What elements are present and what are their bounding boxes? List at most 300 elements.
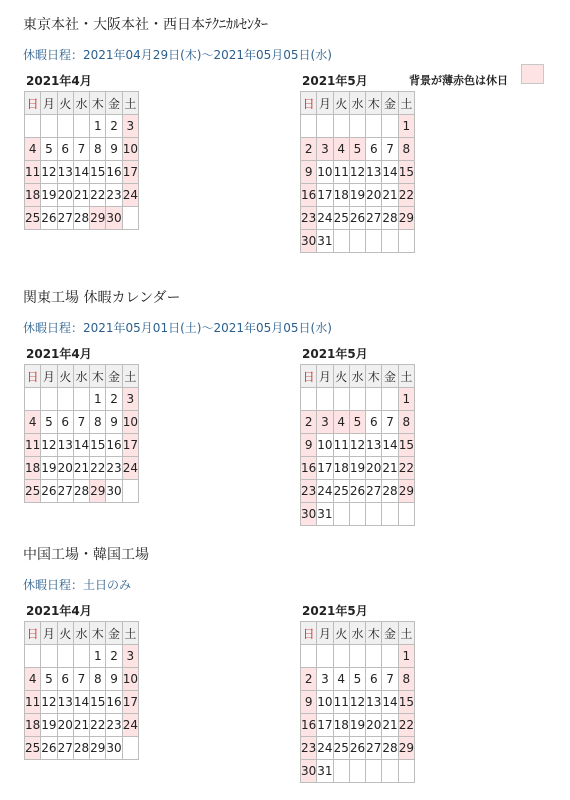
day-cell: 20 xyxy=(57,457,73,480)
empty-day-cell xyxy=(349,388,365,411)
day-cell: 2 xyxy=(106,115,122,138)
day-cell: 2 xyxy=(301,668,317,691)
day-cell: 8 xyxy=(90,138,106,161)
weekday-header: 火 xyxy=(57,92,73,115)
day-cell: 20 xyxy=(366,184,382,207)
week-row xyxy=(301,230,415,253)
calendar-grid xyxy=(24,364,139,503)
day-cell: 12 xyxy=(41,691,57,714)
day-cell: 10 xyxy=(317,161,333,184)
week-row xyxy=(301,760,415,783)
day-cell: 3 xyxy=(317,411,333,434)
day-cell: 22 xyxy=(398,184,414,207)
day-cell: 19 xyxy=(349,184,365,207)
day-cell: 16 xyxy=(106,434,122,457)
day-cell: 11 xyxy=(333,434,349,457)
week-row xyxy=(25,434,139,457)
empty-day-cell xyxy=(25,645,41,668)
day-cell: 17 xyxy=(122,691,138,714)
day-cell: 28 xyxy=(73,207,89,230)
week-row xyxy=(25,457,139,480)
weekday-header: 土 xyxy=(398,365,414,388)
day-cell: 14 xyxy=(73,434,89,457)
day-cell: 10 xyxy=(122,138,138,161)
week-row xyxy=(301,668,415,691)
day-cell: 9 xyxy=(106,668,122,691)
weekday-header: 水 xyxy=(349,92,365,115)
day-cell: 18 xyxy=(25,714,41,737)
day-cell: 12 xyxy=(349,691,365,714)
day-cell: 30 xyxy=(301,503,317,526)
empty-day-cell xyxy=(333,645,349,668)
day-cell: 13 xyxy=(57,691,73,714)
day-cell: 5 xyxy=(41,138,57,161)
day-cell: 1 xyxy=(398,645,414,668)
weekday-header: 土 xyxy=(122,622,138,645)
day-cell: 26 xyxy=(349,207,365,230)
day-cell: 14 xyxy=(382,691,398,714)
weekday-header-row xyxy=(301,365,415,388)
weekday-header: 木 xyxy=(90,622,106,645)
calendar-grid xyxy=(24,91,139,230)
empty-day-cell xyxy=(382,115,398,138)
day-cell: 11 xyxy=(333,691,349,714)
day-cell: 8 xyxy=(398,668,414,691)
day-cell: 2 xyxy=(301,138,317,161)
day-cell: 28 xyxy=(73,480,89,503)
day-cell: 24 xyxy=(122,457,138,480)
day-cell: 22 xyxy=(398,457,414,480)
day-cell: 13 xyxy=(366,161,382,184)
day-cell: 23 xyxy=(301,480,317,503)
empty-day-cell xyxy=(366,388,382,411)
day-cell: 20 xyxy=(57,714,73,737)
day-cell: 24 xyxy=(122,184,138,207)
weekday-header: 月 xyxy=(317,92,333,115)
section-subtitle: 休暇日程：土日のみ xyxy=(23,578,132,592)
empty-day-cell xyxy=(382,760,398,783)
day-cell: 2 xyxy=(106,645,122,668)
day-cell: 19 xyxy=(41,714,57,737)
empty-day-cell xyxy=(301,115,317,138)
section-subtitle: 休暇日程：2021年05月01日(土)～2021年05月05日(水) xyxy=(23,321,332,335)
day-cell: 23 xyxy=(106,184,122,207)
day-cell: 26 xyxy=(349,480,365,503)
weekday-header: 月 xyxy=(317,622,333,645)
empty-day-cell xyxy=(366,760,382,783)
month-title: 2021年5月 xyxy=(302,347,368,361)
day-cell: 24 xyxy=(317,207,333,230)
day-cell: 16 xyxy=(301,184,317,207)
day-cell: 10 xyxy=(317,691,333,714)
day-cell: 29 xyxy=(398,480,414,503)
day-cell: 18 xyxy=(25,184,41,207)
day-cell: 30 xyxy=(301,760,317,783)
weekday-header: 水 xyxy=(73,92,89,115)
day-cell: 8 xyxy=(398,411,414,434)
day-cell: 16 xyxy=(106,161,122,184)
day-cell: 12 xyxy=(41,434,57,457)
day-cell: 13 xyxy=(57,161,73,184)
day-cell: 5 xyxy=(41,668,57,691)
weekday-header: 日 xyxy=(25,92,41,115)
day-cell: 3 xyxy=(122,115,138,138)
week-row xyxy=(25,138,139,161)
week-row xyxy=(25,714,139,737)
week-row xyxy=(25,411,139,434)
day-cell: 21 xyxy=(382,184,398,207)
day-cell: 11 xyxy=(333,161,349,184)
day-cell: 4 xyxy=(333,138,349,161)
day-cell: 28 xyxy=(382,207,398,230)
day-cell: 26 xyxy=(41,480,57,503)
day-cell: 4 xyxy=(333,668,349,691)
legend-label: 背景が薄赤色は休日 xyxy=(409,74,508,87)
week-row xyxy=(301,503,415,526)
day-cell: 7 xyxy=(73,411,89,434)
day-cell: 1 xyxy=(90,645,106,668)
month-title: 2021年4月 xyxy=(26,604,92,618)
weekday-header: 金 xyxy=(106,622,122,645)
day-cell: 21 xyxy=(382,714,398,737)
day-cell: 24 xyxy=(317,480,333,503)
weekday-header: 火 xyxy=(333,92,349,115)
day-cell: 23 xyxy=(301,737,317,760)
weekday-header-row xyxy=(301,622,415,645)
weekday-header: 日 xyxy=(301,622,317,645)
holiday-color-swatch xyxy=(521,64,544,84)
day-cell: 22 xyxy=(90,714,106,737)
day-cell: 15 xyxy=(90,691,106,714)
day-cell: 31 xyxy=(317,503,333,526)
weekday-header: 火 xyxy=(57,365,73,388)
calendar-grid xyxy=(300,621,415,783)
day-cell: 12 xyxy=(41,161,57,184)
weekday-header: 水 xyxy=(349,622,365,645)
day-cell: 22 xyxy=(90,457,106,480)
week-row xyxy=(301,161,415,184)
day-cell: 13 xyxy=(366,434,382,457)
day-cell: 25 xyxy=(333,207,349,230)
day-cell: 8 xyxy=(90,668,106,691)
weekday-header: 土 xyxy=(398,92,414,115)
day-cell: 6 xyxy=(366,138,382,161)
day-cell: 19 xyxy=(41,457,57,480)
day-cell: 4 xyxy=(25,411,41,434)
day-cell: 15 xyxy=(398,434,414,457)
day-cell: 5 xyxy=(349,411,365,434)
empty-day-cell xyxy=(398,760,414,783)
day-cell: 11 xyxy=(25,434,41,457)
week-row xyxy=(25,480,139,503)
day-cell: 10 xyxy=(122,411,138,434)
day-cell: 29 xyxy=(90,480,106,503)
empty-day-cell xyxy=(333,760,349,783)
day-cell: 20 xyxy=(366,714,382,737)
day-cell: 7 xyxy=(382,138,398,161)
weekday-header: 土 xyxy=(398,622,414,645)
day-cell: 25 xyxy=(333,480,349,503)
day-cell: 9 xyxy=(301,691,317,714)
week-row xyxy=(25,388,139,411)
empty-day-cell xyxy=(73,645,89,668)
empty-day-cell xyxy=(317,115,333,138)
empty-day-cell xyxy=(122,207,138,230)
weekday-header: 火 xyxy=(333,622,349,645)
week-row xyxy=(301,138,415,161)
day-cell: 17 xyxy=(122,434,138,457)
day-cell: 25 xyxy=(25,737,41,760)
week-row xyxy=(301,434,415,457)
day-cell: 24 xyxy=(122,714,138,737)
weekday-header: 木 xyxy=(366,622,382,645)
calendar-grid xyxy=(300,91,415,253)
weekday-header: 日 xyxy=(301,365,317,388)
day-cell: 19 xyxy=(41,184,57,207)
empty-day-cell xyxy=(301,388,317,411)
day-cell: 15 xyxy=(90,434,106,457)
day-cell: 13 xyxy=(366,691,382,714)
day-cell: 5 xyxy=(41,411,57,434)
empty-day-cell xyxy=(122,737,138,760)
empty-day-cell xyxy=(349,760,365,783)
day-cell: 1 xyxy=(398,115,414,138)
empty-day-cell xyxy=(317,645,333,668)
day-cell: 28 xyxy=(382,480,398,503)
day-cell: 28 xyxy=(382,737,398,760)
day-cell: 8 xyxy=(90,411,106,434)
weekday-header: 日 xyxy=(25,365,41,388)
day-cell: 16 xyxy=(301,714,317,737)
empty-day-cell xyxy=(301,645,317,668)
day-cell: 9 xyxy=(106,411,122,434)
empty-day-cell xyxy=(349,645,365,668)
day-cell: 27 xyxy=(366,480,382,503)
day-cell: 1 xyxy=(90,388,106,411)
day-cell: 25 xyxy=(25,207,41,230)
day-cell: 4 xyxy=(333,411,349,434)
day-cell: 14 xyxy=(382,161,398,184)
empty-day-cell xyxy=(122,480,138,503)
day-cell: 6 xyxy=(366,668,382,691)
weekday-header: 水 xyxy=(73,365,89,388)
week-row xyxy=(301,207,415,230)
day-cell: 2 xyxy=(301,411,317,434)
weekday-header: 木 xyxy=(366,92,382,115)
day-cell: 30 xyxy=(301,230,317,253)
day-cell: 31 xyxy=(317,760,333,783)
empty-day-cell xyxy=(349,230,365,253)
empty-day-cell xyxy=(333,503,349,526)
week-row xyxy=(301,457,415,480)
weekday-header: 金 xyxy=(106,365,122,388)
weekday-header: 木 xyxy=(366,365,382,388)
empty-day-cell xyxy=(366,645,382,668)
day-cell: 24 xyxy=(317,737,333,760)
empty-day-cell xyxy=(382,503,398,526)
empty-day-cell xyxy=(41,645,57,668)
empty-day-cell xyxy=(349,503,365,526)
week-row xyxy=(25,737,139,760)
day-cell: 12 xyxy=(349,161,365,184)
empty-day-cell xyxy=(333,115,349,138)
weekday-header: 月 xyxy=(41,622,57,645)
day-cell: 27 xyxy=(57,480,73,503)
day-cell: 27 xyxy=(57,737,73,760)
section-title: 中国工場・韓国工場 xyxy=(23,547,149,563)
weekday-header: 土 xyxy=(122,92,138,115)
weekday-header: 日 xyxy=(25,622,41,645)
empty-day-cell xyxy=(41,388,57,411)
day-cell: 27 xyxy=(366,737,382,760)
day-cell: 7 xyxy=(382,411,398,434)
day-cell: 26 xyxy=(41,737,57,760)
day-cell: 31 xyxy=(317,230,333,253)
weekday-header-row xyxy=(301,92,415,115)
day-cell: 13 xyxy=(57,434,73,457)
week-row xyxy=(25,668,139,691)
weekday-header: 月 xyxy=(41,92,57,115)
day-cell: 25 xyxy=(25,480,41,503)
day-cell: 16 xyxy=(301,457,317,480)
empty-day-cell xyxy=(366,115,382,138)
week-row xyxy=(301,115,415,138)
day-cell: 28 xyxy=(73,737,89,760)
empty-day-cell xyxy=(366,503,382,526)
day-cell: 26 xyxy=(41,207,57,230)
day-cell: 8 xyxy=(398,138,414,161)
day-cell: 29 xyxy=(398,737,414,760)
weekday-header: 水 xyxy=(73,622,89,645)
weekday-header-row xyxy=(25,622,139,645)
day-cell: 30 xyxy=(106,737,122,760)
day-cell: 27 xyxy=(366,207,382,230)
day-cell: 14 xyxy=(73,691,89,714)
month-title: 2021年5月 xyxy=(302,74,368,88)
day-cell: 5 xyxy=(349,138,365,161)
empty-day-cell xyxy=(57,115,73,138)
week-row xyxy=(301,691,415,714)
day-cell: 15 xyxy=(90,161,106,184)
day-cell: 9 xyxy=(106,138,122,161)
day-cell: 26 xyxy=(349,737,365,760)
week-row xyxy=(25,645,139,668)
week-row xyxy=(25,161,139,184)
week-row xyxy=(301,645,415,668)
calendar-grid xyxy=(24,621,139,760)
day-cell: 29 xyxy=(398,207,414,230)
day-cell: 6 xyxy=(366,411,382,434)
day-cell: 22 xyxy=(398,714,414,737)
day-cell: 18 xyxy=(333,714,349,737)
day-cell: 9 xyxy=(301,434,317,457)
day-cell: 18 xyxy=(333,457,349,480)
weekday-header: 火 xyxy=(57,622,73,645)
day-cell: 21 xyxy=(73,184,89,207)
day-cell: 17 xyxy=(317,714,333,737)
empty-day-cell xyxy=(73,115,89,138)
day-cell: 17 xyxy=(317,457,333,480)
day-cell: 21 xyxy=(73,457,89,480)
day-cell: 10 xyxy=(122,668,138,691)
weekday-header: 金 xyxy=(382,92,398,115)
day-cell: 21 xyxy=(73,714,89,737)
empty-day-cell xyxy=(349,115,365,138)
week-row xyxy=(301,184,415,207)
section-title: 関東工場 休暇カレンダー xyxy=(23,290,181,306)
day-cell: 2 xyxy=(106,388,122,411)
empty-day-cell xyxy=(25,115,41,138)
empty-day-cell xyxy=(57,388,73,411)
day-cell: 22 xyxy=(90,184,106,207)
day-cell: 14 xyxy=(382,434,398,457)
day-cell: 19 xyxy=(349,714,365,737)
empty-day-cell xyxy=(333,388,349,411)
day-cell: 3 xyxy=(122,645,138,668)
day-cell: 5 xyxy=(349,668,365,691)
week-row xyxy=(301,737,415,760)
empty-day-cell xyxy=(382,388,398,411)
week-row xyxy=(301,411,415,434)
day-cell: 30 xyxy=(106,480,122,503)
day-cell: 19 xyxy=(349,457,365,480)
weekday-header: 水 xyxy=(349,365,365,388)
day-cell: 23 xyxy=(106,714,122,737)
day-cell: 12 xyxy=(349,434,365,457)
day-cell: 11 xyxy=(25,691,41,714)
day-cell: 29 xyxy=(90,737,106,760)
day-cell: 14 xyxy=(73,161,89,184)
day-cell: 3 xyxy=(317,668,333,691)
day-cell: 17 xyxy=(122,161,138,184)
section-title: 東京本社・大阪本社・西日本ﾃｸﾆｶﾙｾﾝﾀｰ xyxy=(23,17,268,33)
empty-day-cell xyxy=(317,388,333,411)
day-cell: 10 xyxy=(317,434,333,457)
empty-day-cell xyxy=(382,230,398,253)
day-cell: 30 xyxy=(106,207,122,230)
empty-day-cell xyxy=(398,503,414,526)
empty-day-cell xyxy=(366,230,382,253)
weekday-header: 金 xyxy=(106,92,122,115)
day-cell: 6 xyxy=(57,411,73,434)
weekday-header: 土 xyxy=(122,365,138,388)
week-row xyxy=(301,388,415,411)
day-cell: 23 xyxy=(301,207,317,230)
weekday-header: 月 xyxy=(317,365,333,388)
week-row xyxy=(301,714,415,737)
empty-day-cell xyxy=(73,388,89,411)
day-cell: 15 xyxy=(398,691,414,714)
day-cell: 7 xyxy=(73,668,89,691)
empty-day-cell xyxy=(333,230,349,253)
day-cell: 1 xyxy=(398,388,414,411)
day-cell: 1 xyxy=(90,115,106,138)
day-cell: 21 xyxy=(382,457,398,480)
weekday-header-row xyxy=(25,365,139,388)
empty-day-cell xyxy=(41,115,57,138)
day-cell: 3 xyxy=(317,138,333,161)
empty-day-cell xyxy=(57,645,73,668)
weekday-header: 金 xyxy=(382,622,398,645)
day-cell: 6 xyxy=(57,668,73,691)
day-cell: 23 xyxy=(106,457,122,480)
day-cell: 4 xyxy=(25,138,41,161)
day-cell: 16 xyxy=(106,691,122,714)
day-cell: 20 xyxy=(57,184,73,207)
empty-day-cell xyxy=(25,388,41,411)
weekday-header: 木 xyxy=(90,92,106,115)
week-row xyxy=(25,207,139,230)
